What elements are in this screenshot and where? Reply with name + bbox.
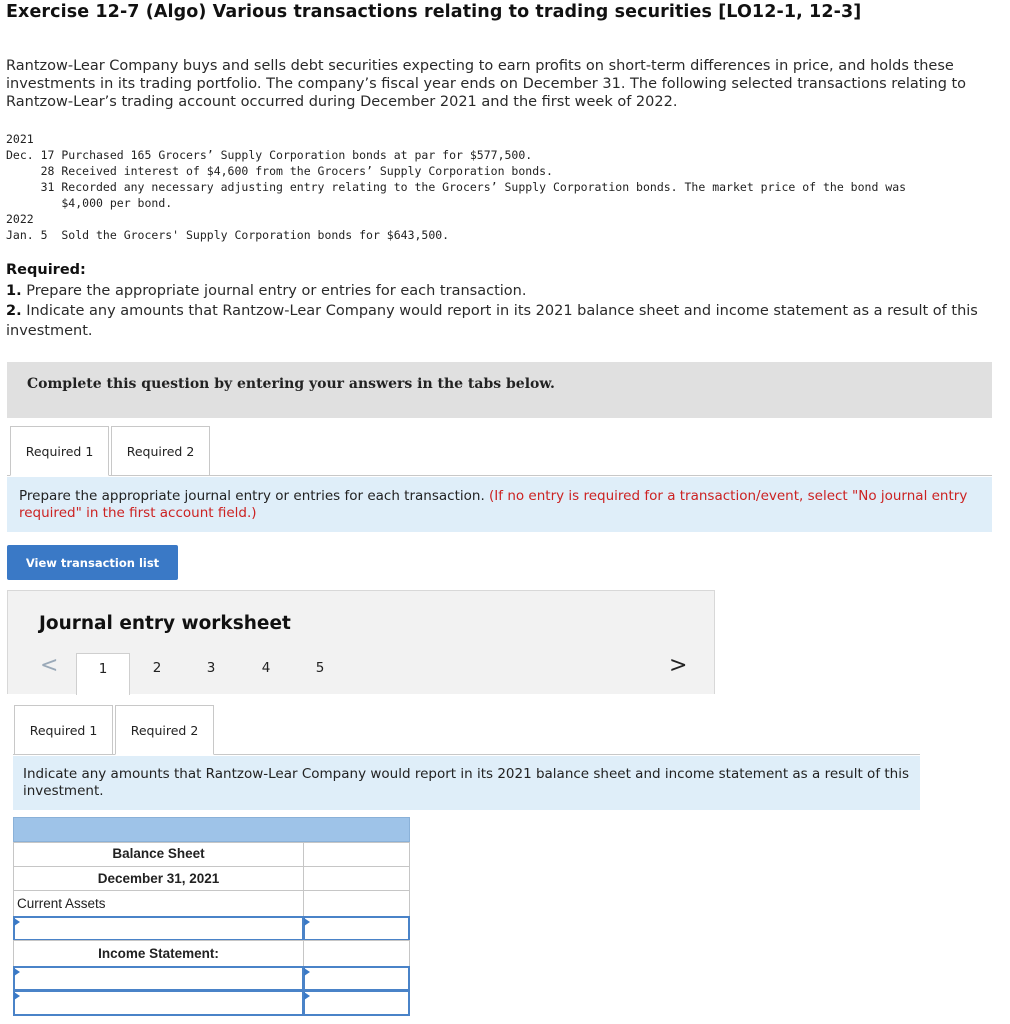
chevron-right-icon[interactable]: > [669,653,688,678]
bs-date-amount-cell [303,866,410,891]
worksheet-page-2[interactable]: 2 [152,660,162,676]
page-title: Exercise 12-7 (Algo) Various transactions relating to trading securities [LO12-1, 12-3] [6,2,862,22]
tab-required-1-top[interactable]: Required 1 [10,426,109,476]
tab-required-2-top[interactable]: Required 2 [111,426,210,476]
transaction-dec31-cont: $4,000 per bond. [6,196,173,210]
dropdown-indicator-icon [14,918,20,926]
transaction-dec31: 31 Recorded any necessary adjusting entry relating to the Grocers’ Supply Corporation bonds. The market price of the bond was [6,180,907,194]
worksheet-page-5[interactable]: 5 [315,660,325,676]
transaction-dec17: Dec. 17 Purchased 165 Grocers’ Supply Corporation bonds at par for $577,500. [6,148,533,162]
is-account-input-2[interactable] [13,990,304,1016]
journal-entry-worksheet [7,590,715,694]
worksheet-page-1[interactable]: 1 [76,653,130,695]
dropdown-indicator-icon [304,992,310,1000]
bs-title-amount-cell [303,842,410,867]
is-account-input-1[interactable] [13,966,304,991]
required-item-1 [6,281,526,301]
required-item-2-number: 2. [6,303,22,319]
instruction-required-1 [7,477,992,532]
tab-required-2-bottom[interactable]: Required 2 [115,705,214,755]
required-item-2-cont: investment. [6,323,93,339]
current-assets-label: Current Assets [17,896,106,911]
instruction-required-2: Indicate any amounts that Rantzow-Lear Company would report in its 2021 balance sheet and income statement as a result of this investment. [13,756,920,810]
current-assets-amount-cell [303,890,410,917]
statement-table-header [13,817,410,842]
worksheet-title: Journal entry worksheet [39,613,291,634]
required-heading: Required: [6,262,86,278]
bs-account-input[interactable] [13,916,304,941]
transaction-jan5: Jan. 5 Sold the Grocers' Supply Corporation bonds for $643,500. [6,228,450,242]
problem-intro: Rantzow-Lear Company buys and sells debt securities expecting to earn profits on short-term differences in price, and holds these investments in its trading portfolio. The company’s fiscal year ends on December 31. The following selected transactions relating to Rantzow-Lear’s trading account occurred during December 2021 and the first week of 2022. [6,58,967,110]
instructions-banner [7,362,992,418]
required-item-1-number: 1. [6,283,22,299]
required-item-1-text: Prepare the appropriate journal entry or entries for each transaction. [21,283,527,299]
dropdown-indicator-icon [14,992,20,1000]
balance-sheet-title: Balance Sheet [112,846,205,861]
required-item-2-text: Indicate any amounts that Rantzow-Lear Company would report in its 2021 balance sheet and income statement as a result of this [21,303,978,319]
tab-required-1-bottom[interactable]: Required 1 [14,705,113,755]
is-title-amount-cell [303,940,410,967]
year-2021: 2021 [6,132,34,146]
dropdown-indicator-icon [304,968,310,976]
required-item-2 [6,301,1001,321]
dropdown-indicator-icon [304,918,310,926]
worksheet-page-3[interactable]: 3 [206,660,216,676]
dropdown-indicator-icon [14,968,20,976]
instruction-required-1-main: Prepare the appropriate journal entry or entries for each transaction. [19,488,490,504]
year-2022: 2022 [6,212,34,226]
income-statement-title: Income Statement: [98,946,219,961]
worksheet-page-4[interactable]: 4 [261,660,271,676]
view-transaction-list-button[interactable]: View transaction list [7,545,178,580]
balance-sheet-date: December 31, 2021 [97,871,220,886]
chevron-left-icon[interactable]: < [40,653,59,678]
instructions-banner-text: Complete this question by entering your answers in the tabs below. [27,376,555,392]
bs-amount-input[interactable] [303,916,410,941]
is-amount-input-2[interactable] [303,990,410,1016]
instruction-required-1-note: (If no entry is required for a transaction/event, select "No journal entry required" in the first account field.) [19,488,968,521]
is-amount-input-1[interactable] [303,966,410,991]
transaction-dec28: 28 Received interest of $4,600 from the Grocers’ Supply Corporation bonds. [6,164,553,178]
